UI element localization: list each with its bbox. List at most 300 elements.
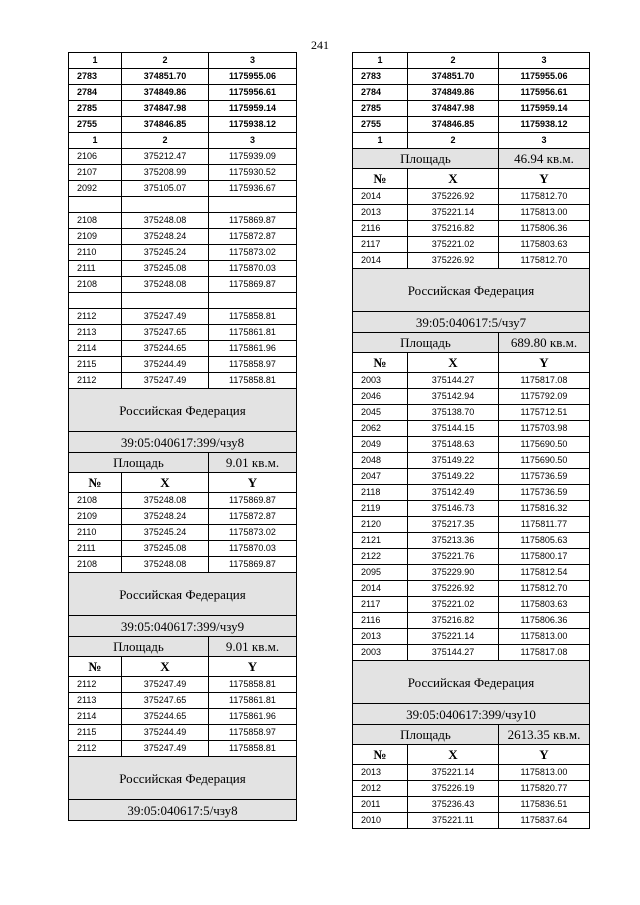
x-coordinate: 375245.24: [122, 245, 209, 261]
coordinate-row: [353, 549, 590, 565]
point-number: 2011: [353, 797, 408, 813]
point-number: 2108: [69, 213, 122, 229]
point-number: 2121: [353, 533, 408, 549]
bold-coordinate-row: [69, 69, 297, 85]
area-value: 46.94 кв.м.: [499, 149, 590, 169]
coordinate-row: [69, 693, 297, 709]
area-row: [69, 453, 297, 473]
y-coordinate: 1175936.67: [209, 181, 297, 197]
point-number: 2109: [69, 509, 122, 525]
point-number: 2108: [69, 493, 122, 509]
point-number: 2785: [69, 101, 122, 117]
x-coordinate: 374847.98: [408, 101, 499, 117]
point-number: 2755: [353, 117, 408, 133]
country-heading-row: [69, 573, 297, 616]
empty-cell: [122, 197, 209, 213]
point-number: 2118: [353, 485, 408, 501]
coordinate-header-row: [353, 169, 590, 189]
x-coordinate: 375213.36: [408, 533, 499, 549]
column-header: №: [353, 745, 408, 765]
point-number: 2783: [353, 69, 408, 85]
y-coordinate: 1175873.02: [209, 525, 297, 541]
y-coordinate: 1175858.81: [209, 741, 297, 757]
y-coordinate: 1175800.17: [499, 549, 590, 565]
column-header: 2: [408, 133, 499, 149]
coordinate-row: [353, 781, 590, 797]
coordinate-row: [353, 613, 590, 629]
y-coordinate: 1175869.87: [209, 277, 297, 293]
area-label: Площадь: [69, 453, 209, 473]
x-coordinate: 375248.08: [122, 213, 209, 229]
y-coordinate: 1175930.52: [209, 165, 297, 181]
parcel-code: 39:05:040617:399/чзу9: [69, 616, 297, 637]
x-coordinate: 375144.27: [408, 645, 499, 661]
coordinate-row: [353, 373, 590, 389]
parcel-code-row: [353, 704, 590, 725]
y-coordinate: 1175811.77: [499, 517, 590, 533]
x-coordinate: 375221.14: [408, 205, 499, 221]
page-number: 241: [311, 38, 329, 52]
coordinate-row: [69, 325, 297, 341]
x-coordinate: 374846.85: [122, 117, 209, 133]
country-heading-row: [69, 757, 297, 800]
x-coordinate: 375247.49: [122, 677, 209, 693]
coordinate-row: [69, 165, 297, 181]
column-header: X: [408, 169, 499, 189]
empty-row: [69, 293, 297, 309]
y-coordinate: 1175820.77: [499, 781, 590, 797]
point-number: 2115: [69, 357, 122, 373]
coordinate-row: [353, 565, 590, 581]
y-coordinate: 1175812.70: [499, 253, 590, 269]
point-number: 2111: [69, 541, 122, 557]
empty-cell: [69, 293, 122, 309]
point-number: 2012: [353, 781, 408, 797]
coordinate-row: [353, 221, 590, 237]
y-coordinate: 1175690.50: [499, 453, 590, 469]
x-coordinate: 375244.65: [122, 341, 209, 357]
x-coordinate: 375144.27: [408, 373, 499, 389]
point-number: 2122: [353, 549, 408, 565]
bold-coordinate-row: [69, 85, 297, 101]
y-coordinate: 1175959.14: [499, 101, 590, 117]
column-header: №: [353, 353, 408, 373]
column-header: 1: [69, 133, 122, 149]
parcel-code: 39:05:040617:399/чзу10: [353, 704, 590, 725]
y-coordinate: 1175806.36: [499, 221, 590, 237]
coordinate-row: [353, 437, 590, 453]
coordinate-row: [353, 205, 590, 221]
x-coordinate: 375226.92: [408, 189, 499, 205]
coordinate-row: [353, 797, 590, 813]
column-number-row: [69, 53, 297, 69]
x-coordinate: 375244.49: [122, 725, 209, 741]
y-coordinate: 1175939.09: [209, 149, 297, 165]
x-coordinate: 375105.07: [122, 181, 209, 197]
y-coordinate: 1175869.87: [209, 213, 297, 229]
x-coordinate: 375247.65: [122, 693, 209, 709]
coordinate-row: [69, 525, 297, 541]
coordinate-row: [69, 373, 297, 389]
coordinate-row: [353, 189, 590, 205]
bold-coordinate-row: [353, 101, 590, 117]
column-header: 1: [353, 133, 408, 149]
coordinate-row: [353, 469, 590, 485]
y-coordinate: 1175870.03: [209, 541, 297, 557]
country-heading-row: [69, 389, 297, 432]
point-number: 2110: [69, 525, 122, 541]
point-number: 2048: [353, 453, 408, 469]
y-coordinate: 1175956.61: [499, 85, 590, 101]
parcel-code: 39:05:040617:399/чзу8: [69, 432, 297, 453]
x-coordinate: 375236.43: [408, 797, 499, 813]
column-number-row: [69, 133, 297, 149]
y-coordinate: 1175837.64: [499, 813, 590, 829]
area-label: Площадь: [69, 637, 209, 657]
y-coordinate: 1175872.87: [209, 509, 297, 525]
y-coordinate: 1175861.96: [209, 709, 297, 725]
parcel-code-row: [69, 432, 297, 453]
column-header: 3: [499, 133, 590, 149]
x-coordinate: 374851.70: [122, 69, 209, 85]
point-number: 2013: [353, 629, 408, 645]
parcel-code: 39:05:040617:5/чзу8: [69, 800, 297, 821]
column-header: 2: [122, 53, 209, 69]
area-row: [353, 333, 590, 353]
parcel-code-row: [69, 800, 297, 821]
y-coordinate: 1175803.63: [499, 237, 590, 253]
y-coordinate: 1175861.81: [209, 325, 297, 341]
column-header: 3: [499, 53, 590, 69]
area-label: Площадь: [353, 149, 499, 169]
coordinate-row: [69, 557, 297, 573]
column-number-row: [353, 53, 590, 69]
point-number: 2045: [353, 405, 408, 421]
point-number: 2106: [69, 149, 122, 165]
x-coordinate: 375221.76: [408, 549, 499, 565]
column-header: Y: [209, 657, 297, 677]
x-coordinate: 375247.49: [122, 741, 209, 757]
point-number: 2062: [353, 421, 408, 437]
coordinate-row: [353, 765, 590, 781]
point-number: 2117: [353, 597, 408, 613]
y-coordinate: 1175873.02: [209, 245, 297, 261]
point-number: 2092: [69, 181, 122, 197]
x-coordinate: 375144.15: [408, 421, 499, 437]
column-header: X: [122, 657, 209, 677]
y-coordinate: 1175703.98: [499, 421, 590, 437]
point-number: 2112: [69, 677, 122, 693]
y-coordinate: 1175792.09: [499, 389, 590, 405]
column-header: Y: [499, 745, 590, 765]
point-number: 2014: [353, 581, 408, 597]
right-coordinates-table: [352, 52, 589, 829]
x-coordinate: 375245.08: [122, 261, 209, 277]
country-heading-row: [353, 661, 590, 704]
y-coordinate: 1175690.50: [499, 437, 590, 453]
point-number: 2108: [69, 557, 122, 573]
point-number: 2114: [69, 709, 122, 725]
coordinate-row: [69, 245, 297, 261]
x-coordinate: 375221.11: [408, 813, 499, 829]
point-number: 2112: [69, 373, 122, 389]
x-coordinate: 375245.08: [122, 541, 209, 557]
coordinate-row: [353, 645, 590, 661]
coordinate-row: [69, 213, 297, 229]
x-coordinate: 375226.92: [408, 581, 499, 597]
x-coordinate: 375244.65: [122, 709, 209, 725]
y-coordinate: 1175736.59: [499, 469, 590, 485]
point-number: 2107: [69, 165, 122, 181]
coordinate-row: [353, 581, 590, 597]
column-number-row: [353, 133, 590, 149]
y-coordinate: 1175858.97: [209, 357, 297, 373]
column-header: 3: [209, 133, 297, 149]
column-header: X: [122, 473, 209, 493]
country-heading: Российская Федерация: [69, 573, 297, 616]
coordinate-row: [69, 541, 297, 557]
y-coordinate: 1175736.59: [499, 485, 590, 501]
point-number: 2116: [353, 221, 408, 237]
point-number: 2113: [69, 693, 122, 709]
coordinate-row: [69, 357, 297, 373]
coordinate-row: [69, 277, 297, 293]
empty-cell: [209, 197, 297, 213]
y-coordinate: 1175872.87: [209, 229, 297, 245]
y-coordinate: 1175938.12: [209, 117, 297, 133]
x-coordinate: 375149.22: [408, 453, 499, 469]
bold-coordinate-row: [69, 101, 297, 117]
x-coordinate: 375248.24: [122, 509, 209, 525]
point-number: 2003: [353, 373, 408, 389]
point-number: 2013: [353, 765, 408, 781]
point-number: 2003: [353, 645, 408, 661]
coordinate-header-row: [69, 473, 297, 493]
coordinate-row: [353, 629, 590, 645]
point-number: 2112: [69, 741, 122, 757]
x-coordinate: 375248.08: [122, 557, 209, 573]
x-coordinate: 375216.82: [408, 613, 499, 629]
coordinate-row: [353, 501, 590, 517]
point-number: 2120: [353, 517, 408, 533]
x-coordinate: 375245.24: [122, 525, 209, 541]
area-label: Площадь: [353, 333, 499, 353]
x-coordinate: 375221.02: [408, 237, 499, 253]
country-heading: Российская Федерация: [69, 389, 297, 432]
point-number: 2014: [353, 253, 408, 269]
y-coordinate: 1175806.36: [499, 613, 590, 629]
point-number: 2049: [353, 437, 408, 453]
point-number: 2785: [353, 101, 408, 117]
coordinate-row: [353, 237, 590, 253]
y-coordinate: 1175813.00: [499, 205, 590, 221]
x-coordinate: 374847.98: [122, 101, 209, 117]
column-header: 1: [353, 53, 408, 69]
x-coordinate: 375247.49: [122, 309, 209, 325]
y-coordinate: 1175836.51: [499, 797, 590, 813]
x-coordinate: 375221.02: [408, 597, 499, 613]
point-number: 2119: [353, 501, 408, 517]
y-coordinate: 1175812.70: [499, 581, 590, 597]
parcel-code-row: [69, 616, 297, 637]
left-coordinates-table: [68, 52, 296, 821]
point-number: 2116: [353, 613, 408, 629]
x-coordinate: 375148.63: [408, 437, 499, 453]
x-coordinate: 375208.99: [122, 165, 209, 181]
area-value: 9.01 кв.м.: [209, 637, 297, 657]
area-row: [353, 149, 590, 169]
point-number: 2783: [69, 69, 122, 85]
column-header: X: [408, 745, 499, 765]
y-coordinate: 1175869.87: [209, 557, 297, 573]
y-coordinate: 1175870.03: [209, 261, 297, 277]
column-header: X: [408, 353, 499, 373]
point-number: 2115: [69, 725, 122, 741]
x-coordinate: 375138.70: [408, 405, 499, 421]
y-coordinate: 1175858.97: [209, 725, 297, 741]
country-heading: Российская Федерация: [69, 757, 297, 800]
parcel-code: 39:05:040617:5/чзу7: [353, 312, 590, 333]
coordinate-row: [353, 405, 590, 421]
x-coordinate: 375248.08: [122, 493, 209, 509]
x-coordinate: 374849.86: [408, 85, 499, 101]
x-coordinate: 375226.19: [408, 781, 499, 797]
point-number: 2047: [353, 469, 408, 485]
point-number: 2014: [353, 189, 408, 205]
coordinate-row: [69, 229, 297, 245]
x-coordinate: 375247.65: [122, 325, 209, 341]
area-row: [353, 725, 590, 745]
y-coordinate: 1175712.51: [499, 405, 590, 421]
point-number: 2755: [69, 117, 122, 133]
coordinate-row: [353, 517, 590, 533]
x-coordinate: 375212.47: [122, 149, 209, 165]
point-number: 2114: [69, 341, 122, 357]
point-number: 2010: [353, 813, 408, 829]
area-value: 9.01 кв.м.: [209, 453, 297, 473]
area-label: Площадь: [353, 725, 499, 745]
coordinate-row: [69, 741, 297, 757]
area-value: 2613.35 кв.м.: [499, 725, 590, 745]
coordinate-row: [69, 677, 297, 693]
y-coordinate: 1175858.81: [209, 373, 297, 389]
x-coordinate: 375229.90: [408, 565, 499, 581]
y-coordinate: 1175803.63: [499, 597, 590, 613]
coordinate-row: [69, 261, 297, 277]
coordinate-row: [353, 253, 590, 269]
column-header: №: [69, 657, 122, 677]
column-header: 2: [122, 133, 209, 149]
y-coordinate: 1175805.63: [499, 533, 590, 549]
column-header: Y: [209, 473, 297, 493]
y-coordinate: 1175858.81: [209, 677, 297, 693]
y-coordinate: 1175869.87: [209, 493, 297, 509]
coordinate-row: [353, 453, 590, 469]
bold-coordinate-row: [353, 117, 590, 133]
column-header: 3: [209, 53, 297, 69]
area-row: [69, 637, 297, 657]
coordinate-row: [69, 181, 297, 197]
y-coordinate: 1175861.81: [209, 693, 297, 709]
y-coordinate: 1175861.96: [209, 341, 297, 357]
point-number: 2112: [69, 309, 122, 325]
point-number: 2784: [69, 85, 122, 101]
y-coordinate: 1175817.08: [499, 373, 590, 389]
parcel-code-row: [353, 312, 590, 333]
point-number: 2784: [353, 85, 408, 101]
x-coordinate: 375244.49: [122, 357, 209, 373]
point-number: 2111: [69, 261, 122, 277]
coordinate-row: [69, 725, 297, 741]
x-coordinate: 375226.92: [408, 253, 499, 269]
y-coordinate: 1175858.81: [209, 309, 297, 325]
coordinate-row: [353, 533, 590, 549]
coordinate-row: [69, 709, 297, 725]
x-coordinate: 375146.73: [408, 501, 499, 517]
coordinate-row: [353, 813, 590, 829]
x-coordinate: 375248.08: [122, 277, 209, 293]
country-heading-row: [353, 269, 590, 312]
coordinate-row: [69, 341, 297, 357]
y-coordinate: 1175959.14: [209, 101, 297, 117]
coordinate-row: [353, 389, 590, 405]
empty-cell: [209, 293, 297, 309]
point-number: 2117: [353, 237, 408, 253]
y-coordinate: 1175956.61: [209, 85, 297, 101]
x-coordinate: 375216.82: [408, 221, 499, 237]
x-coordinate: 375248.24: [122, 229, 209, 245]
coordinate-row: [353, 597, 590, 613]
coordinate-row: [69, 493, 297, 509]
area-value: 689.80 кв.м.: [499, 333, 590, 353]
coordinate-header-row: [353, 745, 590, 765]
x-coordinate: 375247.49: [122, 373, 209, 389]
x-coordinate: 374851.70: [408, 69, 499, 85]
x-coordinate: 375149.22: [408, 469, 499, 485]
coordinate-row: [353, 421, 590, 437]
column-header: Y: [499, 353, 590, 373]
y-coordinate: 1175938.12: [499, 117, 590, 133]
bold-coordinate-row: [353, 69, 590, 85]
y-coordinate: 1175955.06: [209, 69, 297, 85]
bold-coordinate-row: [353, 85, 590, 101]
point-number: 2095: [353, 565, 408, 581]
y-coordinate: 1175812.70: [499, 189, 590, 205]
point-number: 2108: [69, 277, 122, 293]
coordinate-row: [353, 485, 590, 501]
y-coordinate: 1175812.54: [499, 565, 590, 581]
point-number: 2046: [353, 389, 408, 405]
bold-coordinate-row: [69, 117, 297, 133]
point-number: 2110: [69, 245, 122, 261]
coordinate-header-row: [353, 353, 590, 373]
column-header: 1: [69, 53, 122, 69]
column-header: №: [353, 169, 408, 189]
point-number: 2113: [69, 325, 122, 341]
column-header: Y: [499, 169, 590, 189]
x-coordinate: 375217.35: [408, 517, 499, 533]
country-heading: Российская Федерация: [353, 661, 590, 704]
empty-cell: [122, 293, 209, 309]
y-coordinate: 1175813.00: [499, 629, 590, 645]
x-coordinate: 374846.85: [408, 117, 499, 133]
y-coordinate: 1175813.00: [499, 765, 590, 781]
point-number: 2109: [69, 229, 122, 245]
coordinate-row: [69, 509, 297, 525]
x-coordinate: 375221.14: [408, 629, 499, 645]
coordinate-row: [69, 149, 297, 165]
point-number: 2013: [353, 205, 408, 221]
